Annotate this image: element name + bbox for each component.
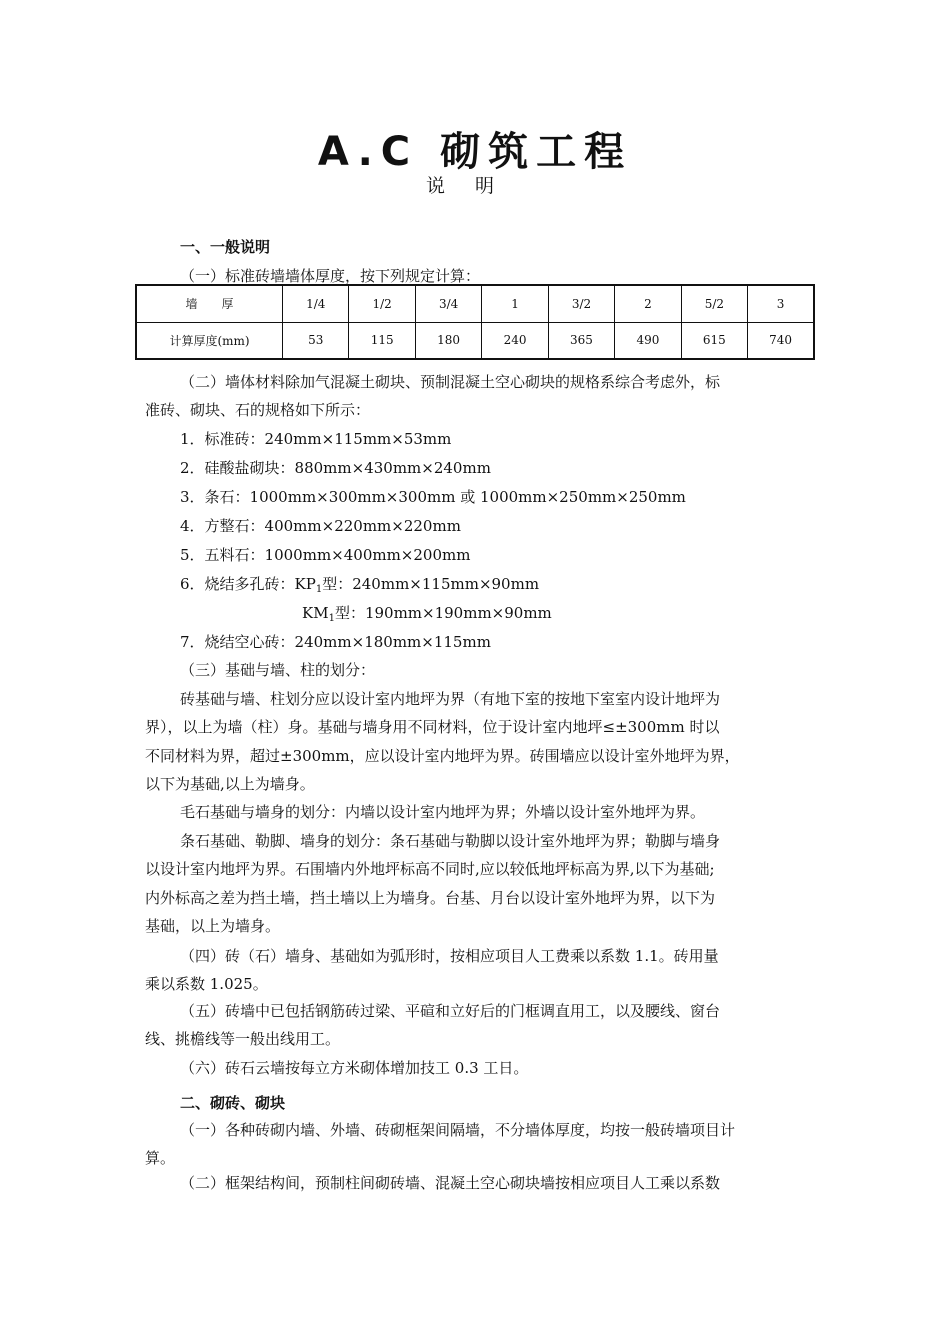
paragraph-line: （二）墙体材料除加气混凝土砌块、预制混凝土空心砌块的规格系综合考虑外，标: [180, 373, 721, 391]
paragraph-line: （五）砖墙中已包括钢筋砖过梁、平碹和立好后的门框调直用工，以及腰线、窗台: [180, 1002, 721, 1020]
subscript: 1: [328, 613, 335, 624]
table-cell: 1/2: [349, 285, 415, 322]
subheading: （三）基础与墙、柱的划分：: [180, 661, 376, 679]
size-item: [180, 574, 539, 600]
paragraph-line: 砖基础与墙、柱划分应以设计室内地坪为界（有地下室的按地下室室内设计地坪为: [180, 690, 721, 708]
table-cell: 5/2: [681, 285, 747, 322]
table-cell: 180: [415, 322, 481, 359]
table-cell: 53: [283, 322, 349, 359]
size-item-text: KM: [302, 604, 329, 622]
table-row: [136, 322, 814, 359]
section1-heading: 一、一般说明: [180, 238, 271, 256]
paragraph-line: 乘以系数 1.025。: [145, 975, 268, 993]
table-cell: 1: [482, 285, 548, 322]
paragraph-line: 不同材料为界，超过±300mm，应以设计室内地坪为界。砖围墙应以设计室外地坪为界，: [145, 747, 740, 765]
table-cell: 740: [748, 322, 814, 359]
size-item-text: 型：190mm×190mm×90mm: [334, 604, 552, 622]
paragraph-line: （四）砖（石）墙身、基础如为弧形时，按相应项目人工费乘以系数 1.1。砖用量: [180, 947, 719, 965]
section2-heading: 二、砌砖、砌块: [180, 1094, 286, 1112]
paragraph-line: （二）框架结构间，预制柱间砌砖墙、混凝土空心砌块墙按相应项目人工乘以系数: [180, 1174, 721, 1192]
table-cell: 2: [615, 285, 681, 322]
size-item-text: 6．烧结多孔砖：KP: [180, 575, 316, 593]
table-row-label: 墙 厚: [136, 285, 283, 322]
size-item: 4．方整石：400mm×220mm×220mm: [180, 517, 461, 535]
paragraph-line: （一）各种砖砌内墙、外墙、砖砌框架间隔墙，不分墙体厚度，均按一般砖墙项目计: [180, 1121, 736, 1139]
paragraph-line: 内外标高之差为挡土墙，挡土墙以上为墙身。台基、月台以设计室外地坪为界，以下为: [145, 889, 716, 907]
size-item: 3．条石：1000mm×300mm×300mm 或 1000mm×250mm×250mm: [180, 488, 686, 506]
size-item-text: 型：240mm×115mm×90mm: [322, 575, 540, 593]
table-cell: 240: [482, 322, 548, 359]
paragraph-line: 准砖、砌块、石的规格如下所示：: [145, 401, 371, 419]
page-subtitle: 说明: [425, 175, 524, 197]
table-row: [136, 285, 814, 322]
paragraph-line: 条石基础、勒脚、墙身的划分：条石基础与勒脚以设计室外地坪为界；勒脚与墙身: [180, 832, 721, 850]
table-cell: 115: [349, 322, 415, 359]
table-cell: 3/2: [548, 285, 614, 322]
table-cell: 615: [681, 322, 747, 359]
subscript: 1: [315, 584, 323, 595]
size-item: 1．标准砖：240mm×115mm×53mm: [180, 430, 452, 448]
paragraph-line: 基础，以上为墙身。: [145, 917, 281, 935]
paragraph-line: 毛石基础与墙身的划分：内墙以设计室内地坪为界；外墙以设计室外地坪为界。: [180, 803, 706, 821]
size-item: [302, 603, 552, 629]
paragraph-line: 算。: [145, 1149, 176, 1167]
table-cell: 3/4: [415, 285, 481, 322]
table-cell: 365: [548, 322, 614, 359]
table-intro: （一）标准砖墙墙体厚度，按下列规定计算：: [180, 267, 481, 285]
paragraph-line: 界），以上为墙（柱）身。基础与墙身用不同材料，位于设计室内地坪≤±300mm 时以: [145, 718, 720, 736]
table-cell: 490: [615, 322, 681, 359]
table-cell: 3: [748, 285, 814, 322]
paragraph-line: 以下为基础,以上为墙身。: [145, 775, 315, 793]
paragraph-line: 线、挑檐线等一般出线用工。: [145, 1030, 341, 1048]
page-title: A.C 砌筑工程: [317, 129, 633, 175]
table-cell: 1/4: [283, 285, 349, 322]
paragraph-line: （六）砖石云墙按每立方米砌体增加技工 0.3 工日。: [180, 1059, 529, 1077]
table-row-label: 计算厚度(mm): [136, 322, 283, 359]
size-item: 7．烧结空心砖：240mm×180mm×115mm: [180, 633, 491, 651]
size-item: 5．五料石：1000mm×400mm×200mm: [180, 546, 471, 564]
size-item: 2．硅酸盐砌块：880mm×430mm×240mm: [180, 459, 491, 477]
paragraph-line: 以设计室内地坪为界。石围墙内外地坪标高不同时,应以较低地坪标高为界,以下为基础;: [145, 860, 715, 878]
wall-thickness-table: [135, 284, 815, 360]
